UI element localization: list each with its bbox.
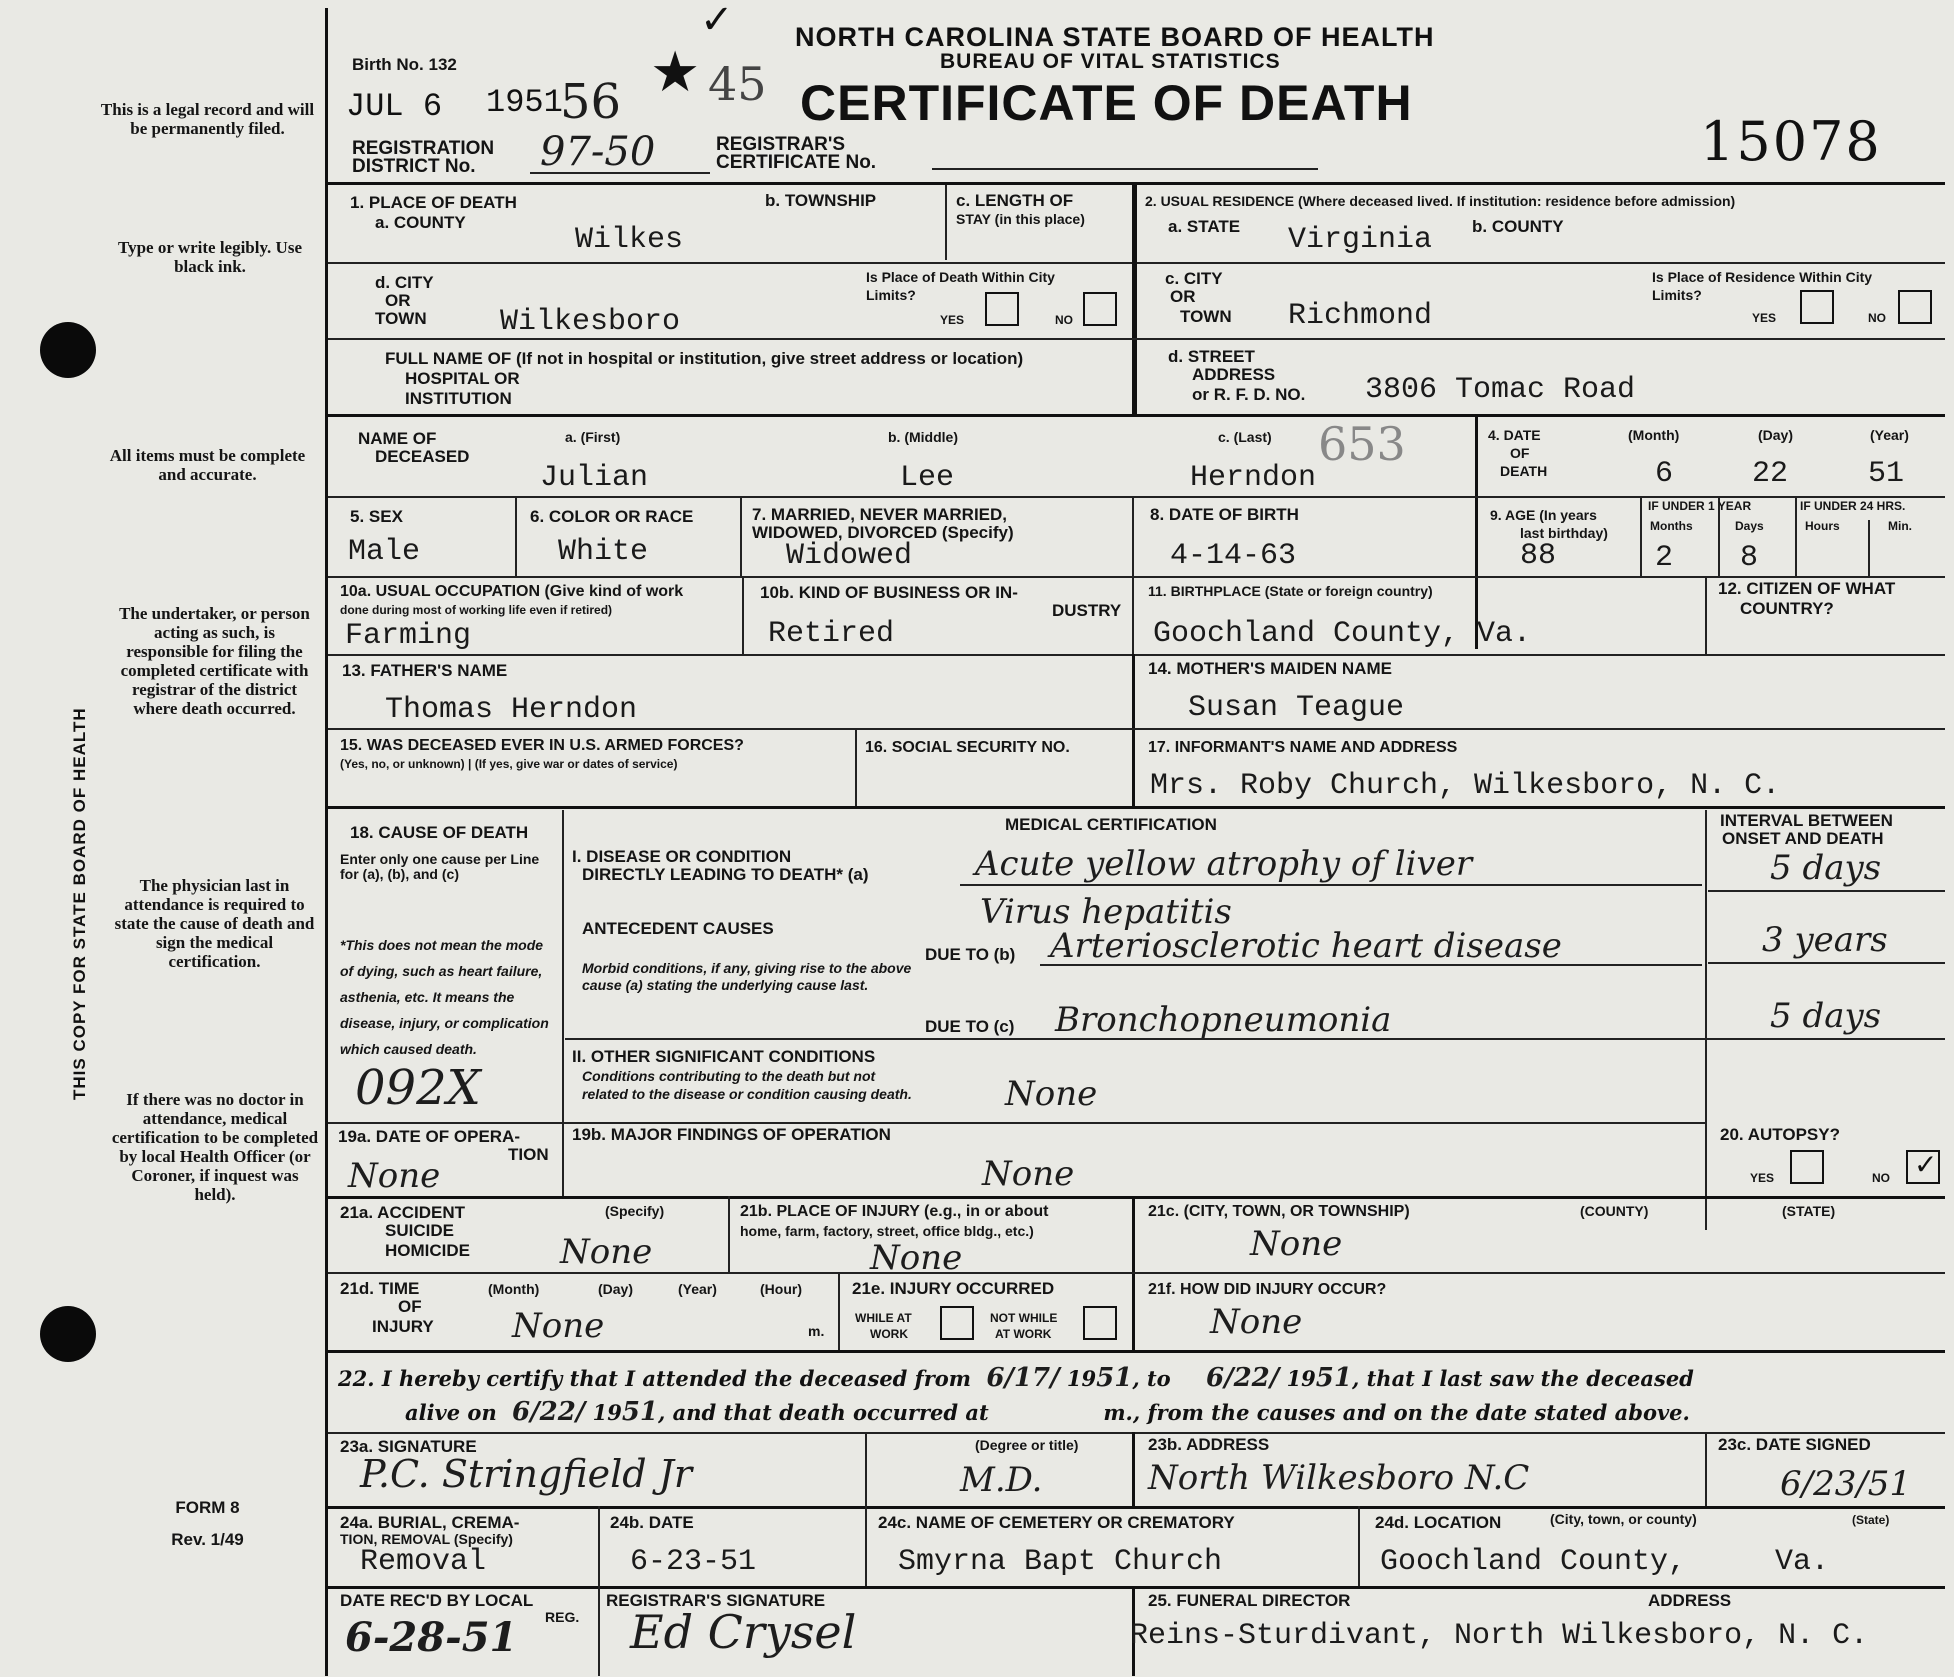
birthplace-label: 11. BIRTHPLACE (State or foreign country) (1148, 583, 1433, 599)
line-under-injury (325, 1350, 1945, 1353)
line-under-other (328, 1122, 1705, 1124)
minutes-label: Min. (1888, 519, 1912, 533)
death-date-label-3: DEATH (1500, 463, 1548, 479)
death-day-label: (Day) (1758, 427, 1794, 443)
place-of-death-label: 1. PLACE OF DEATH (350, 193, 517, 212)
sex: Male (348, 535, 421, 569)
cause-a: Acute yellow atrophy of liver (975, 844, 1473, 884)
certify-text-1: 22. I hereby certify that I attended the deceased from (338, 1366, 972, 1391)
death-city: Wilkesboro (500, 305, 681, 339)
due-to-c-label: DUE TO (c) (925, 1017, 1015, 1036)
date-received-label-1: DATE REC'D BY LOCAL (340, 1591, 534, 1610)
line-under-informant (325, 806, 1945, 809)
residence-within-yes-label: YES (1752, 311, 1777, 325)
first-name: Julian (540, 461, 649, 495)
death-within-label-2: Limits? (866, 287, 916, 303)
divider-hours-min (1868, 520, 1870, 576)
cause-of-death-label: 18. CAUSE OF DEATH (350, 823, 529, 842)
registrar-label-1: REGISTRAR'S (716, 134, 846, 155)
stay-label-1: c. LENGTH OF (956, 191, 1074, 210)
disease-label-1: I. DISEASE OR CONDITION (572, 847, 792, 866)
birth-date-label: 8. DATE OF BIRTH (1150, 505, 1299, 524)
board-title: NORTH CAROLINA STATE BOARD OF HEALTH (795, 22, 1435, 52)
age-months: 2 (1655, 541, 1674, 575)
death-month-label: (Month) (1628, 427, 1680, 443)
disease-label-2: DIRECTLY LEADING TO DEATH* (a) (582, 865, 869, 884)
degree-label: (Degree or title) (975, 1437, 1079, 1453)
accident-label-3: HOMICIDE (385, 1241, 470, 1260)
burial-date: 6-23-51 (630, 1545, 757, 1579)
attended-to-year: 51 (1315, 1363, 1352, 1393)
registrar-signature-label: REGISTRAR'S SIGNATURE (606, 1591, 826, 1610)
mother-name: Susan Teague (1188, 691, 1405, 725)
street-label-2: ADDRESS (1192, 365, 1276, 384)
line-under-burial (325, 1586, 1945, 1589)
accident-specify-label: (Specify) (605, 1203, 665, 1219)
op-findings: None (982, 1154, 1075, 1194)
certify-text-8: , and that death occurred at (658, 1400, 989, 1425)
morbid-note: Morbid conditions, if any, giving rise to the above cause (a) stating the underlying cause last. (582, 960, 912, 993)
marital-label-2: WIDOWED, DIVORCED (Specify) (752, 523, 1014, 542)
interval-c: 5 days (1770, 996, 1882, 1036)
burial-state: Va. (1775, 1545, 1830, 1579)
divider-address-signed (1705, 1432, 1707, 1507)
punch-hole-bottom (40, 1306, 96, 1362)
residence-label: 2. USUAL RESIDENCE (Where deceased lived. If institution: residence before admission) (1145, 193, 1736, 209)
how-injury-label: 21f. HOW DID INJURY OCCUR? (1148, 1281, 1387, 1298)
last-seen-alive: 6/22/ (512, 1397, 586, 1427)
residence-state: Virginia (1288, 223, 1433, 257)
address-label: 23b. ADDRESS (1148, 1435, 1270, 1454)
date-received: 6-28-51 (345, 1614, 518, 1661)
cause-c: Bronchopneumonia (1055, 1000, 1392, 1040)
how-injury: None (1210, 1302, 1303, 1342)
divider-township-stay (945, 185, 947, 260)
injury-time-label-1: 21d. TIME (340, 1279, 420, 1298)
line-under-state (1137, 262, 1945, 264)
birth-no-label: Birth No. 132 (352, 55, 457, 74)
no-doctor-note: If there was no doctor in attendance, medical certification to be completed by local Health Officer (or Coroner, if inquest was held). (111, 1090, 319, 1204)
age-label-1: 9. AGE (In years (1490, 507, 1597, 523)
death-within-no-label: NO (1055, 313, 1073, 327)
line-under-name (328, 496, 1945, 498)
accident-type: None (560, 1232, 653, 1272)
not-while-label-2: AT WORK (995, 1327, 1052, 1341)
antecedent-label: ANTECEDENT CAUSES (582, 919, 774, 938)
divider-date-cemetery (865, 1506, 867, 1586)
marital-label-1: 7. MARRIED, NEVER MARRIED, (752, 505, 1008, 524)
burial-date-label: 24b. DATE (610, 1513, 694, 1532)
divider-days-hours (1795, 496, 1797, 576)
cause-a-line (960, 884, 1702, 886)
business-label-1: 10b. KIND OF BUSINESS OR IN- (760, 583, 1018, 602)
line-under-section-1 (325, 414, 1945, 417)
italic-note: *This does not mean the mode of dying, such as heart failure, asthenia, etc. It means the disease, injury, or complication which caused death. (340, 937, 549, 1057)
birthplace: Goochland County, Va. (1153, 617, 1532, 651)
cause-b-line (1040, 964, 1702, 966)
op-date-label-1: 19a. DATE OF OPERA- (338, 1127, 520, 1146)
occupation: Farming (345, 619, 472, 653)
race-label: 6. COLOR OR RACE (530, 507, 694, 526)
while-at-label-1: WHILE AT (855, 1311, 912, 1325)
residence-city-label-3: TOWN (1180, 307, 1232, 326)
cemetery: Smyrna Bapt Church (898, 1545, 1223, 1579)
registration-label-2: DISTRICT No. (352, 156, 476, 177)
death-within-label-1: Is Place of Death Within City (866, 269, 1055, 285)
registrar-signature: Ed Crysel (630, 1605, 857, 1659)
residence-street: 3806 Tomac Road (1365, 373, 1636, 407)
death-date-label-2: OF (1510, 445, 1530, 461)
divider-recd-registrar (598, 1586, 600, 1676)
divider-op-date-findings (562, 1122, 564, 1196)
cause-note: Enter only one cause per Line for (a), (b), and (c) (340, 851, 540, 882)
date-signed-label: 23c. DATE SIGNED (1718, 1435, 1871, 1454)
interval-label-1: INTERVAL BETWEEN (1720, 811, 1893, 830)
line-under-operation (325, 1196, 1945, 1199)
father-name: Thomas Herndon (385, 693, 638, 727)
funeral-address-label: ADDRESS (1648, 1591, 1732, 1610)
burial-location-note: (City, town, or county) (1550, 1511, 1697, 1527)
interval-label-2: ONSET AND DEATH (1722, 829, 1884, 848)
death-month: 6 (1655, 457, 1674, 491)
form-number: FORM 8 (175, 1498, 240, 1517)
divider-time-occurred (838, 1272, 840, 1350)
punch-hole-top (40, 322, 96, 378)
type-legibly-note: Type or write legibly. Use black ink. (118, 238, 302, 276)
death-county: Wilkes (575, 223, 684, 257)
date-signed: 6/23/51 (1780, 1464, 1912, 1504)
divider-burial-date (598, 1506, 600, 1586)
certify-text-2: 19 (1066, 1366, 1097, 1391)
divider-armed-ssn (855, 728, 857, 806)
death-city-label-3: TOWN (375, 309, 427, 328)
days-label: Days (1735, 519, 1764, 533)
divider-interval-column (1705, 810, 1707, 1230)
check-mark-icon: ✓ (700, 0, 734, 42)
injury-place: None (870, 1238, 963, 1278)
line-under-occupation (328, 654, 1945, 656)
autopsy-yes-label: YES (1750, 1171, 1775, 1185)
race: White (558, 535, 649, 569)
cause-b: Arteriosclerotic heart disease (1050, 926, 1562, 966)
line-under-county (328, 262, 1132, 264)
residence-city: Richmond (1288, 299, 1433, 333)
autopsy-label: 20. AUTOPSY? (1720, 1125, 1840, 1144)
divider-name-date (1475, 414, 1478, 649)
divider-degree-address (1132, 1432, 1135, 1507)
hours-label: Hours (1805, 519, 1840, 533)
autopsy-no-label: NO (1872, 1171, 1890, 1185)
attended-to: 6/22/ (1205, 1363, 1280, 1393)
certify-text-5: , that I last saw the deceased (1351, 1366, 1694, 1391)
injury-city-label: 21c. (CITY, TOWN, OR TOWNSHIP) (1148, 1203, 1410, 1220)
vertical-copy-label: THIS COPY FOR STATE BOARD OF HEALTH (70, 707, 89, 1100)
occupation-label-2: done during most of working life even if retired) (340, 603, 613, 617)
divider-age-months (1640, 496, 1642, 576)
under-24-hours-label: IF UNDER 24 HRS. (1800, 499, 1906, 513)
divider-birthplace-citizen (1705, 576, 1707, 654)
residence-within-no-label: NO (1868, 311, 1886, 325)
street-label-1: d. STREET (1168, 347, 1255, 366)
residence-within-yes-checkbox[interactable] (1800, 290, 1834, 324)
physician-signature: P.C. Stringfield Jr (360, 1452, 693, 1496)
form-revision: Rev. 1/49 (171, 1530, 244, 1549)
informant-label: 17. INFORMANT'S NAME AND ADDRESS (1148, 739, 1458, 756)
stamp-year: 1951 (486, 84, 563, 121)
injury-state-label: (STATE) (1782, 1203, 1836, 1219)
burial-location: Goochland County, (1380, 1545, 1687, 1579)
stay-label-2: STAY (in this place) (956, 211, 1085, 227)
death-year-label: (Year) (1870, 427, 1909, 443)
while-at-label-2: WORK (870, 1327, 908, 1341)
residence-within-no-checkbox[interactable] (1898, 290, 1932, 324)
due-to-b-label: DUE TO (b) (925, 945, 1016, 964)
signature-label: 23a. SIGNATURE (340, 1437, 477, 1456)
physician-note: The physician last in attendance is required to state the cause of death and sign the medical certification. (114, 876, 315, 971)
undertaker-note: The undertaker, or person acting as such, is responsible for filing the completed certificate with registrar of the district where death occurred. (119, 604, 310, 718)
physician-address: North Wilkesboro N.C (1148, 1458, 1530, 1498)
attended-from-year: 51 (1096, 1363, 1133, 1393)
star-icon: ★ (650, 40, 701, 103)
burial-state-note: (State) (1852, 1513, 1890, 1527)
injury-year-label: (Year) (678, 1281, 717, 1297)
physician-degree: M.D. (960, 1460, 1043, 1500)
business: Retired (768, 617, 895, 651)
injury-time-label-2: OF (398, 1297, 422, 1316)
district-underline (530, 172, 710, 174)
injury-hour-label: (Hour) (760, 1281, 802, 1297)
funeral-director-label: 25. FUNERAL DIRECTOR (1148, 1591, 1351, 1610)
under-1-year-label: IF UNDER 1 YEAR (1648, 499, 1752, 513)
township-label: b. TOWNSHIP (765, 191, 877, 210)
op-date: None (348, 1156, 441, 1196)
while-at-work-checkbox[interactable] (940, 1306, 974, 1340)
findings-label: 19b. MAJOR FINDINGS OF OPERATION (572, 1125, 891, 1144)
burial-location-label: 24d. LOCATION (1375, 1513, 1502, 1532)
line-under-signature (325, 1506, 1945, 1509)
death-within-no-checkbox[interactable] (1083, 292, 1117, 326)
hospital-label-2: HOSPITAL OR (405, 369, 520, 388)
handwritten-653: 653 (1318, 417, 1406, 471)
complete-accurate-note: All items must be complete and accurate. (109, 446, 306, 484)
marital-status: Widowed (786, 539, 913, 573)
medical-header: MEDICAL CERTIFICATION (1005, 815, 1217, 834)
interval-b: 3 years (1762, 920, 1888, 960)
middle-name-label: b. (Middle) (888, 429, 958, 445)
residence-within-label-2: Limits? (1652, 287, 1702, 303)
registration-label-1: REGISTRATION (352, 138, 495, 159)
residence-within-label-1: Is Place of Residence Within City (1652, 269, 1873, 285)
handwritten-45: 45 (708, 57, 767, 111)
injury-place-label-2: home, farm, factory, street, office bldg., etc.) (740, 1223, 1034, 1239)
line-under-parents (328, 728, 1945, 730)
burial-label-1: 24a. BURIAL, CREMA- (340, 1513, 520, 1532)
hospital-label-1: FULL NAME OF (If not in hospital or institution, give street address or location) (385, 349, 1024, 368)
last-name: Herndon (1190, 461, 1317, 495)
deceased-name-label-1: NAME OF (358, 429, 437, 448)
interval-a: 5 days (1770, 848, 1882, 888)
accident-label-1: 21a. ACCIDENT (340, 1203, 466, 1222)
other-conditions: None (1005, 1074, 1098, 1114)
op-date-label-2: TION (508, 1145, 549, 1164)
certify-text-6: alive on (405, 1400, 497, 1425)
ssn-label: 16. SOCIAL SECURITY NO. (865, 739, 1070, 756)
certify-line-1 (338, 1360, 1694, 1396)
attended-from: 6/17/ (986, 1363, 1060, 1393)
injury-m-label: m. (808, 1323, 825, 1339)
death-day: 22 (1752, 457, 1789, 491)
armed-forces-label-1: 15. WAS DECEASED EVER IN U.S. ARMED FORCES? (340, 737, 744, 754)
injury-occurred-label: 21e. INJURY OCCURRED (852, 1279, 1055, 1298)
disease-code: 092X (355, 1060, 481, 1116)
informant: Mrs. Roby Church, Wilkesboro, N. C. (1150, 769, 1781, 803)
bureau-title: BUREAU OF VITAL STATISTICS (940, 50, 1281, 73)
burial-label-2: TION, REMOVAL (Specify) (340, 1531, 513, 1547)
death-city-label-1: d. CITY (375, 273, 434, 292)
divider-accident-place (728, 1196, 730, 1272)
other-note-2: related to the disease or condition causing death. (582, 1086, 912, 1102)
burial-type: Removal (360, 1545, 487, 1579)
cemetery-label: 24c. NAME OF CEMETERY OR CREMATORY (878, 1513, 1235, 1532)
residence-county-label: b. COUNTY (1472, 217, 1564, 236)
injury-place-label-1: 21b. PLACE OF INJURY (e.g., in or about (740, 1203, 1049, 1220)
line-under-sex (328, 576, 1945, 578)
middle-name: Lee (900, 461, 955, 495)
cause-a-secondary: Virus hepatitis (980, 892, 1232, 932)
mother-label: 14. MOTHER'S MAIDEN NAME (1148, 659, 1392, 678)
citizen-label-1: 12. CITIZEN OF WHAT (1718, 579, 1896, 598)
line-under-accident (328, 1272, 1945, 1274)
registrar-label-2: CERTIFICATE No. (716, 152, 877, 173)
sex-label: 5. SEX (350, 507, 403, 526)
certify-text-9: m., from the causes and on the date stated above. (1103, 1400, 1690, 1425)
funeral-director: Reins-Sturdivant, North Wilkesboro, N. C. (1130, 1619, 1869, 1653)
legal-record-note: This is a legal record and will be permanently filed. (100, 100, 315, 138)
registrar-underline (932, 168, 1318, 170)
father-label: 13. FATHER'S NAME (342, 661, 508, 680)
accident-label-2: SUICIDE (385, 1221, 454, 1240)
county-label: a. COUNTY (375, 213, 466, 232)
interval-a-line (1708, 890, 1945, 892)
injury-time: None (512, 1306, 605, 1346)
death-within-yes-checkbox[interactable] (985, 292, 1019, 326)
divider-cause-column (562, 810, 564, 1122)
age-days: 8 (1740, 541, 1759, 575)
street-label-3: or R. F. D. NO. (1192, 385, 1306, 404)
certificate-title: CERTIFICATE OF DEATH (800, 75, 1413, 131)
form-left-border (325, 8, 328, 1676)
death-within-yes-label: YES (940, 313, 965, 327)
not-while-at-work-checkbox[interactable] (1083, 1306, 1117, 1340)
divider-sex-race (515, 496, 517, 576)
autopsy-yes-checkbox[interactable] (1790, 1150, 1824, 1184)
birth-date: 4-14-63 (1170, 539, 1297, 573)
not-while-label-1: NOT WHILE (990, 1311, 1058, 1325)
age-label-2: last birthday) (1520, 525, 1608, 541)
death-city-label-2: OR (385, 291, 411, 310)
months-label: Months (1650, 519, 1693, 533)
residence-city-label-1: c. CITY (1165, 269, 1223, 288)
deceased-name-label-2: DECEASED (375, 447, 470, 466)
certify-text-4: 19 (1286, 1366, 1316, 1391)
armed-forces-label-2: (Yes, no, or unknown) | (If yes, give war or dates of service) (340, 757, 678, 771)
injury-month-label: (Month) (488, 1281, 540, 1297)
divider-occupation-business (742, 576, 744, 654)
district-number: 97-50 (540, 129, 656, 175)
certify-text-7: 19 (592, 1400, 622, 1425)
certify-line-2 (405, 1394, 1690, 1430)
last-name-label: c. (Last) (1218, 429, 1272, 445)
first-name-label: a. (First) (565, 429, 621, 445)
residence-city-label-2: OR (1170, 287, 1196, 306)
interval-b-line (1708, 962, 1945, 964)
date-received-label-2: REG. (545, 1609, 580, 1625)
handwritten-56: 56 (560, 74, 622, 130)
citizen-label-2: COUNTRY? (1740, 599, 1834, 618)
age: 88 (1520, 539, 1557, 573)
other-note-1: Conditions contributing to the death but not (582, 1068, 876, 1084)
divider-father-mother (1132, 654, 1135, 809)
divider-race-marital (740, 496, 742, 576)
stamp-date: JUL 6 (346, 88, 443, 125)
injury-day-label: (Day) (598, 1281, 634, 1297)
hospital-label-3: INSTITUTION (405, 389, 512, 408)
business-label-2: DUSTRY (1052, 601, 1122, 620)
death-year: 51 (1868, 457, 1905, 491)
last-seen-year: 51 (621, 1397, 659, 1427)
certificate-number: 15078 (1700, 110, 1882, 173)
certify-text-3: , to (1132, 1366, 1171, 1391)
death-date-label-1: 4. DATE (1488, 427, 1541, 443)
divider-cemetery-location (1358, 1506, 1360, 1586)
divider-signature-degree (865, 1432, 867, 1507)
injury-county-label: (COUNTY) (1580, 1203, 1649, 1219)
injury-time-label-3: INJURY (372, 1317, 434, 1336)
occupation-label-1: 10a. USUAL OCCUPATION (Give kind of work (340, 583, 684, 600)
other-conditions-label: II. OTHER SIGNIFICANT CONDITIONS (572, 1047, 876, 1066)
autopsy-check-icon: ✓ (1914, 1149, 1938, 1180)
injury-city: None (1250, 1224, 1343, 1264)
line-under-certify (328, 1432, 1945, 1434)
residence-state-label: a. STATE (1168, 217, 1241, 236)
divider-place-residence (1132, 182, 1137, 417)
